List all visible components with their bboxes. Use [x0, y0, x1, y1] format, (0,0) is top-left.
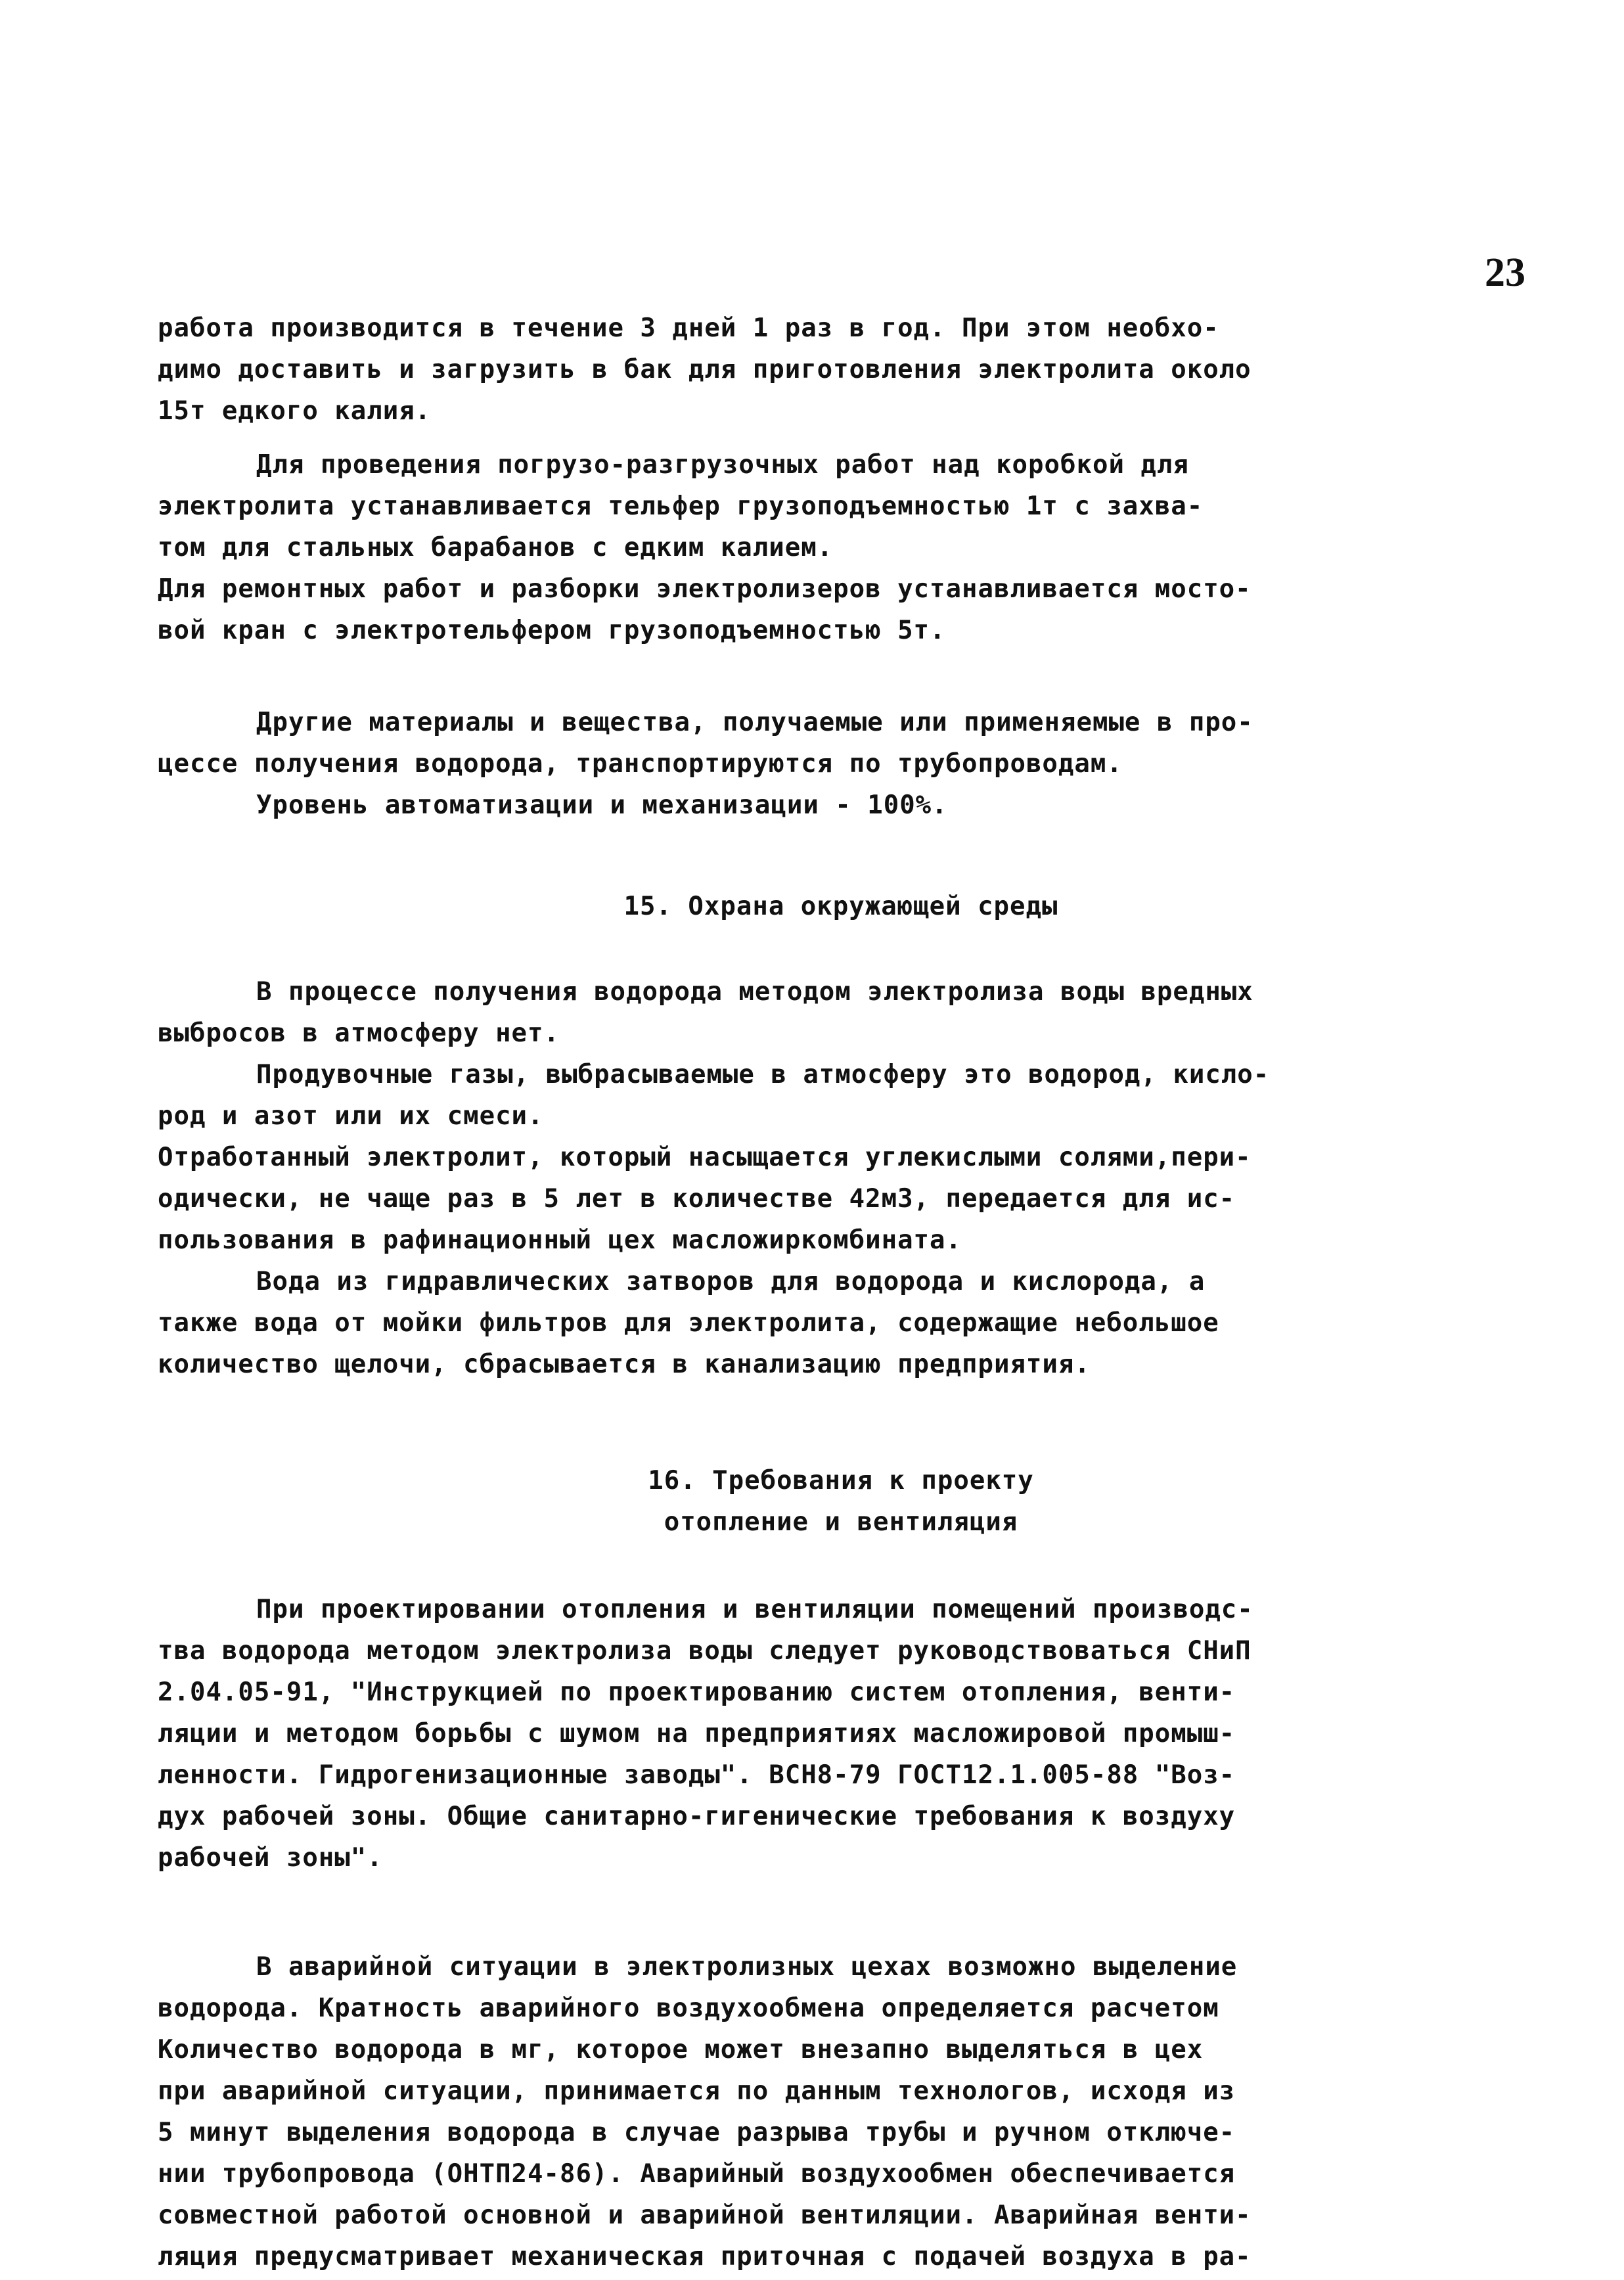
text-line: 15т едкого калия. — [158, 396, 432, 426]
text-line: водорода. Кратность аварийного воздухообмена определяется расчетом — [158, 1994, 1219, 2023]
text-line: цессе получения водорода, транспортируются по трубопроводам. — [158, 749, 1123, 779]
paragraph-loading-work — [158, 308, 1524, 432]
text-line: дух рабочей зоны. Общие санитарно-гигенические требования к воздуху — [158, 1802, 1236, 1831]
text-line: В процессе получения водорода методом электролиза воды вредных — [256, 977, 1253, 1007]
section-subheading: отопление и вентиляция — [664, 1507, 1018, 1537]
text-line: Вода из гидравлических затворов для водорода и кислорода, а — [256, 1267, 1206, 1296]
text-line: электролита устанавливается тельфер грузоподъемностью 1т с захва- — [158, 491, 1204, 521]
text-line: количество щелочи, сбрасывается в канализацию предприятия. — [158, 1350, 1091, 1379]
section-15-body — [158, 971, 1524, 1385]
text-line: В аварийной ситуации в электролизных цехах возможно выделение — [256, 1952, 1238, 1982]
text-line: 5 минут выделения водорода в случае разрыва трубы и ручном отключе- — [158, 2118, 1236, 2147]
text-line: Уровень автоматизации и механизации - 100%. — [256, 790, 948, 820]
section-heading: 15. Охрана окружающей среды — [623, 892, 1058, 921]
text-line: работа производится в течение 3 дней 1 раз в год. При этом необхо- — [158, 313, 1219, 343]
text-line: вой кран с электротельфером грузоподъемностью 5т. — [158, 616, 946, 645]
text-line: нии трубопровода (ОНТП24-86). Аварийный воздухообмен обеспечивается — [158, 2159, 1236, 2189]
text-line: Для ремонтных работ и разборки электролизеров устанавливается мосто- — [158, 574, 1252, 604]
section-16-heading — [158, 1460, 1524, 1543]
text-line: ляции и методом борьбы с шумом на предприятиях масложировой промыш- — [158, 1719, 1236, 1748]
text-line: Количество водорода в мг, которое может внезапно выделяться в цех — [158, 2035, 1204, 2064]
text-line: Другие материалы и вещества, получаемые или применяемые в про- — [256, 708, 1253, 737]
text-line: Отработанный электролит, который насыщается углекислыми солями,пери- — [158, 1143, 1252, 1172]
text-line: Для проведения погрузо-разгрузочных работ над коробкой для — [256, 450, 1189, 480]
text-line: пользования в рафинационный цех масложиркомбината. — [158, 1225, 962, 1255]
text-line: при аварийной ситуации, принимается по данным технологов, исходя из — [158, 2076, 1236, 2106]
section-16-heating-ventilation — [158, 1589, 1524, 1879]
paragraph-other-materials — [158, 702, 1524, 826]
paragraph-lifting-equipment — [158, 444, 1524, 651]
text-line: При проектировании отопления и вентиляции помещений производс- — [256, 1595, 1253, 1624]
text-line: совместной работой основной и аварийной вентиляции. Аварийная венти- — [158, 2200, 1252, 2230]
text-line: 2.04.05-91, "Инструкцией по проектированию систем отопления, венти- — [158, 1677, 1236, 1707]
text-line: димо доставить и загрузить в бак для приготовления электролита около — [158, 355, 1252, 384]
text-line: одически, не чаще раз в 5 лет в количестве 42м3, передается для ис- — [158, 1184, 1236, 1214]
page-number: 23 — [1485, 250, 1525, 295]
section-heading: 16. Требования к проекту — [648, 1466, 1034, 1495]
text-line: том для стальных барабанов с едким калием. — [158, 533, 834, 562]
section-15-heading — [158, 886, 1524, 927]
text-line: тва водорода методом электролиза воды следует руководствоваться СНиП — [158, 1636, 1252, 1666]
text-line: выбросов в атмосферу нет. — [158, 1018, 560, 1048]
section-16-emergency-ventilation — [158, 1946, 1524, 2277]
text-line: ляция предусматривает механическая приточная с подачей воздуха в ра- — [158, 2242, 1252, 2271]
text-line: ленности. Гидрогенизационные заводы". ВСН8-79 ГОСТ12.1.005-88 "Воз- — [158, 1760, 1236, 1790]
text-line: род и азот или их смеси. — [158, 1101, 544, 1131]
text-line: также вода от мойки фильтров для электролита, содержащие небольшое — [158, 1308, 1219, 1338]
text-line: Продувочные газы, выбрасываемые в атмосферу это водород, кисло- — [256, 1060, 1270, 1089]
text-line: рабочей зоны". — [158, 1843, 383, 1873]
